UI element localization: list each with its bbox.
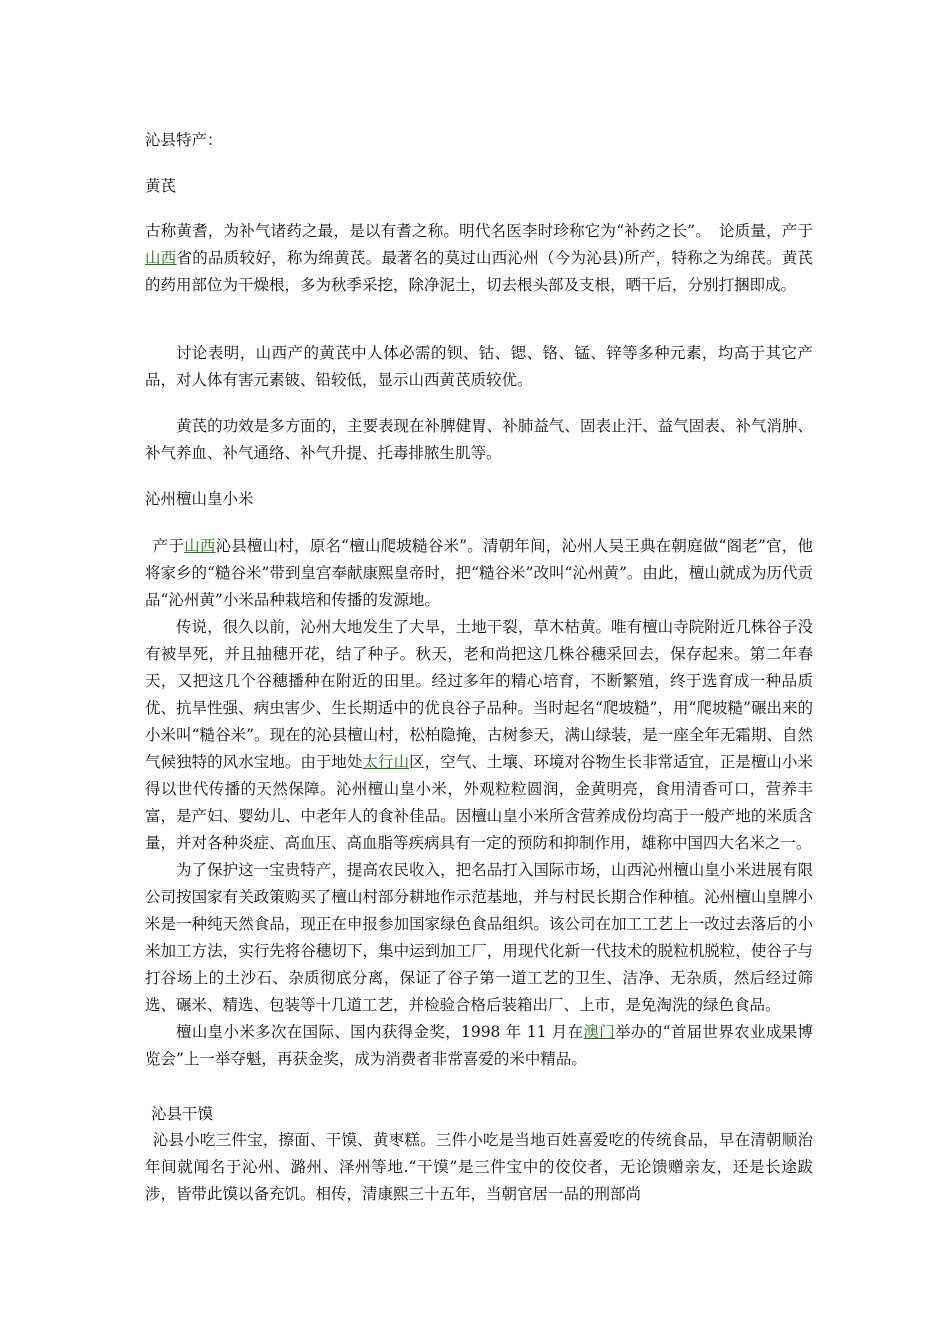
paragraph-text: 古称黄耆，为补气诸药之最，是以有耆之称。明代名医李时珍称它为“补药之长”。 论质量，产于 <box>145 222 813 240</box>
huangqi-paragraph-1 <box>145 218 813 299</box>
shanxi-link[interactable]: 山西 <box>184 537 216 555</box>
section-heading-ganmo: 沁县干馍 <box>151 1105 214 1123</box>
paragraph-text: 产于 <box>152 537 185 555</box>
paragraph-text: 举办的“首届世界农业成果博览会”上一举夺魁，再获金奖，成为消费者非常喜爱的米中精品。 <box>145 1023 813 1068</box>
paragraph-text: 沁县小吃三件宝，擦面、干馍、黄枣糕。三件小吃是当地百姓喜爱吃的传统食品，早在清朝顺治年间就闻名于沁州、潞州、泽州等地.“干馍”是三件宝中的佼佼者，无论馈赠亲友，还是长途跋涉，皆带此馍以备充饥。相传，清康熙三十五年，当朝官居一品的刑部尚 <box>145 1131 813 1203</box>
huangqi-paragraph-2 <box>145 340 813 394</box>
paragraph-text: 区，空气、土壤、环境对谷物生长非常适宜，正是檀山小米得以世代传播的天然保障。沁州檀山皇小米，外观粒粒圆润，金黄明亮，食用清香可口，营养丰富，是产妇、婴幼儿、中老年人的食补佳品。因檀山皇小米所含营养成份均高于一般产地的米质含量，并对各种炎症、高血压、高血脂等疾病具有一定的预防和抑制作用，雄称中国四大名米之一。 <box>145 753 813 852</box>
paragraph-text: 讨论表明，山西产的黄芪中人体必需的钡、钴、锶、铬、锰、锌等多种元素，均高于其它产品，对人体有害元素铍、铅较低，显示山西黄芪质较优。 <box>145 344 813 389</box>
section-heading-millet: 沁州檀山皇小米 <box>145 490 254 508</box>
paragraph-text: 沁县檀山村，原名“檀山爬坡糙谷米”。清朝年间，沁州人吴王典在朝庭做“阁老”官，他将家乡的“糙谷米”带到皇宫奉献康熙皇帝时，把“糙谷米”改叫“沁州黄”。由此，檀山就成为历代贡品“沁州黄”小米品种栽培和传播的发源地。 <box>145 537 813 609</box>
huangqi-paragraph-3 <box>145 413 813 467</box>
millet-body <box>145 533 813 1073</box>
document-title: 沁县特产： <box>145 131 223 149</box>
ganmo-body <box>145 1127 813 1208</box>
paragraph-text: 黄芪的功效是多方面的，主要表现在补脾健胃、补肺益气、固表止汗、益气固表、补气消肿、补气养血、补气通络、补气升提、托毒排脓生肌等。 <box>145 417 813 462</box>
paragraph-text: 檀山皇小米多次在国际、国内获得金奖，1998 年 11 月在 <box>176 1023 584 1041</box>
paragraph-text: 传说，很久以前，沁州大地发生了大旱，土地干裂，草木枯黄。唯有檀山寺院附近几株谷子没有被旱死，并且抽穗开花，结了种子。秋天，老和尚把这几株谷穗采回去，保存起来。第二年春天，又把这几个谷穗播种在附近的田里。经过多年的精心培育，不断繁殖，终于选育成一种品质优、抗旱性强、病虫害少、生长期适中的优良谷子品种。当时起名“爬坡糙”，用“爬坡糙”碾出来的小米叫“糙谷米”。现在的沁县檀山村，松柏隐掩，古树参天，满山绿装，是一座全年无霜期、自然气候独特的风水宝地。由于地处 <box>145 618 813 771</box>
paragraph-text: 为了保护这一宝贵特产，提高农民收入，把名品打入国际市场，山西沁州檀山皇小米进展有限公司按国家有关政策购买了檀山村部分耕地作示范基地，并与村民长期合作种植。沁州檀山皇牌小米是一种纯天然食品，现正在申报参加国家绿色食品组织。该公司在加工工艺上一改过去落后的小米加工方法，实行先将谷穗切下，集中运到加工厂，用现代化新一代技术的脱粒机脱粒，使谷子与打谷场上的土沙石、杂质彻底分离，保证了谷子第一道工艺的卫生、洁净、无杂质，然后经过筛选、碾米、精选、包装等十几道工艺，并检验合格后装箱出厂、上市，是免淘洗的绿色食品。 <box>145 861 813 1014</box>
section-heading-huangqi: 黄芪 <box>145 177 177 195</box>
taihangshan-link[interactable]: 太行山 <box>362 753 410 771</box>
macau-link[interactable]: 澳门 <box>583 1023 616 1041</box>
paragraph-text: 省的品质较好，称为绵黄芪。最著名的莫过山西沁州（今为沁县)所产，特称之为绵芪。黄芪的药用部位为干燥根，多为秋季采挖，除净泥土，切去根头部及支根，晒干后，分别打捆即成。 <box>145 249 813 294</box>
shanxi-link[interactable]: 山西 <box>145 249 177 267</box>
